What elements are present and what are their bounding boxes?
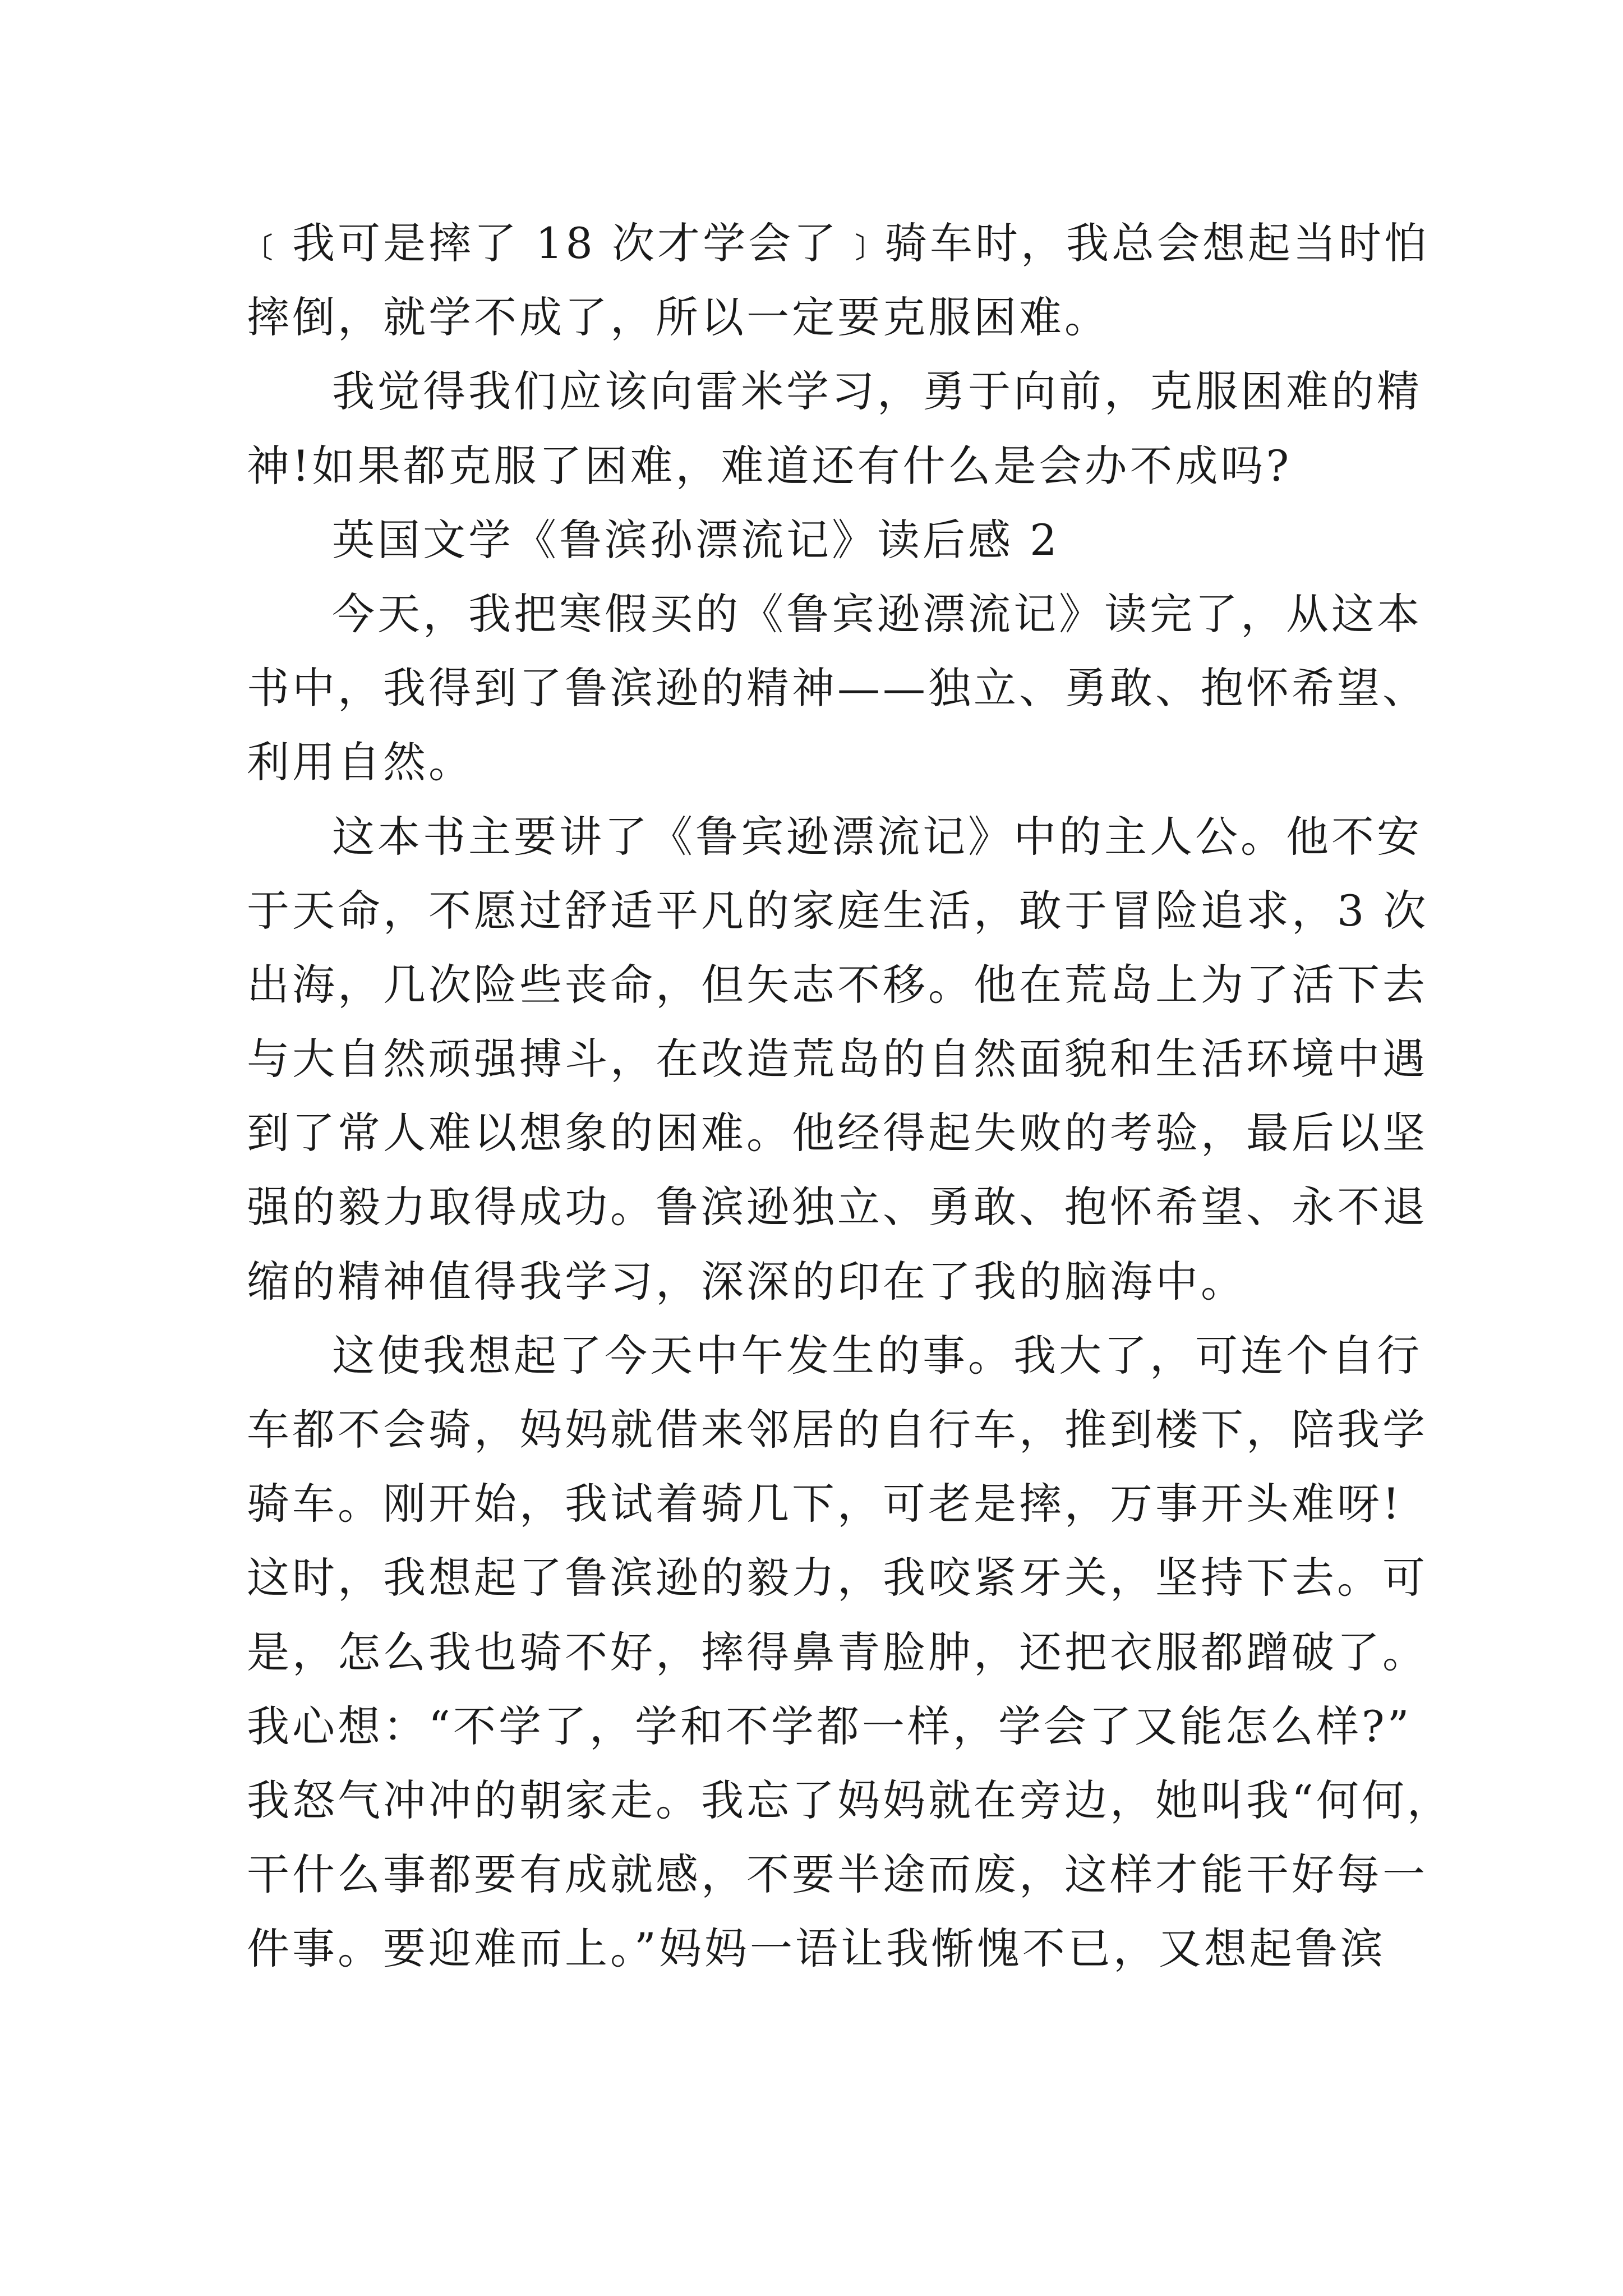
text-line: 这使我想起了今天中午发生的事。我大了，可连个自行	[332, 1330, 1422, 1381]
text-line: 于天命，不愿过舒适平凡的家庭生活，敢于冒险追求，3 次	[247, 885, 1429, 936]
section-heading: 英国文学《鲁滨孙漂流记》读后感 2	[332, 514, 1060, 565]
text-line: 我怒气冲冲的朝家走。我忘了妈妈就在旁边，她叫我“何何，	[247, 1775, 1453, 1825]
text-line: 我心想：“不学了，学和不学都一样，学会了又能怎么样?”	[247, 1701, 1412, 1751]
text-line: 骑车。刚开始，我试着骑几下，可老是摔，万事开头难呀!	[247, 1479, 1403, 1529]
text-line: 这本书主要讲了《鲁宾逊漂流记》中的主人公。他不安	[332, 811, 1422, 862]
text-line: 车都不会骑，妈妈就借来邻居的自行车，推到楼下，陪我学	[247, 1405, 1428, 1455]
text-line: 神!如果都克服了困难，难道还有什么是会办不成吗?	[247, 440, 1292, 491]
text-line: 摔倒，就学不成了，所以一定要克服困难。	[247, 292, 1110, 343]
text-line: 件事。要迎难而上。”妈妈一语让我惭愧不已，又想起鲁滨	[247, 1924, 1386, 1974]
text-line: 强的毅力取得成功。鲁滨逊独立、勇敢、抱怀希望、永不退	[247, 1182, 1428, 1232]
text-line: 缩的精神值得我学习，深深的印在了我的脑海中。	[247, 1256, 1246, 1306]
text-line: ﹝我可是摔了 18 次才学会了﹞骑车时，我总会想起当时怕	[247, 218, 1430, 268]
text-line: 今天，我把寒假买的《鲁宾逊漂流记》读完了，从这本	[332, 588, 1422, 639]
text-line: 与大自然顽强搏斗，在改造荒岛的自然面貌和生活环境中遇	[247, 1034, 1428, 1084]
text-line: 书中，我得到了鲁滨逊的精神——独立、勇敢、抱怀希望、	[247, 663, 1428, 714]
text-line: 是，怎么我也骑不好，摔得鼻青脸肿，还把衣服都蹭破了。	[247, 1627, 1428, 1677]
text-line: 干什么事都要有成就感，不要半途而废，这样才能干好每一	[247, 1849, 1428, 1900]
text-line: 出海，几次险些丧命，但矢志不移。他在荒岛上为了活下去	[247, 959, 1428, 1010]
text-line: 我觉得我们应该向雷米学习，勇于向前，克服困难的精	[332, 366, 1422, 417]
text-line: 这时，我想起了鲁滨逊的毅力，我咬紧牙关，坚持下去。可	[247, 1553, 1428, 1603]
body-text	[247, 206, 1453, 1986]
text-line: 利用自然。	[247, 737, 474, 788]
text-line: 到了常人难以想象的困难。他经得起失败的考验，最后以坚	[247, 1108, 1428, 1158]
